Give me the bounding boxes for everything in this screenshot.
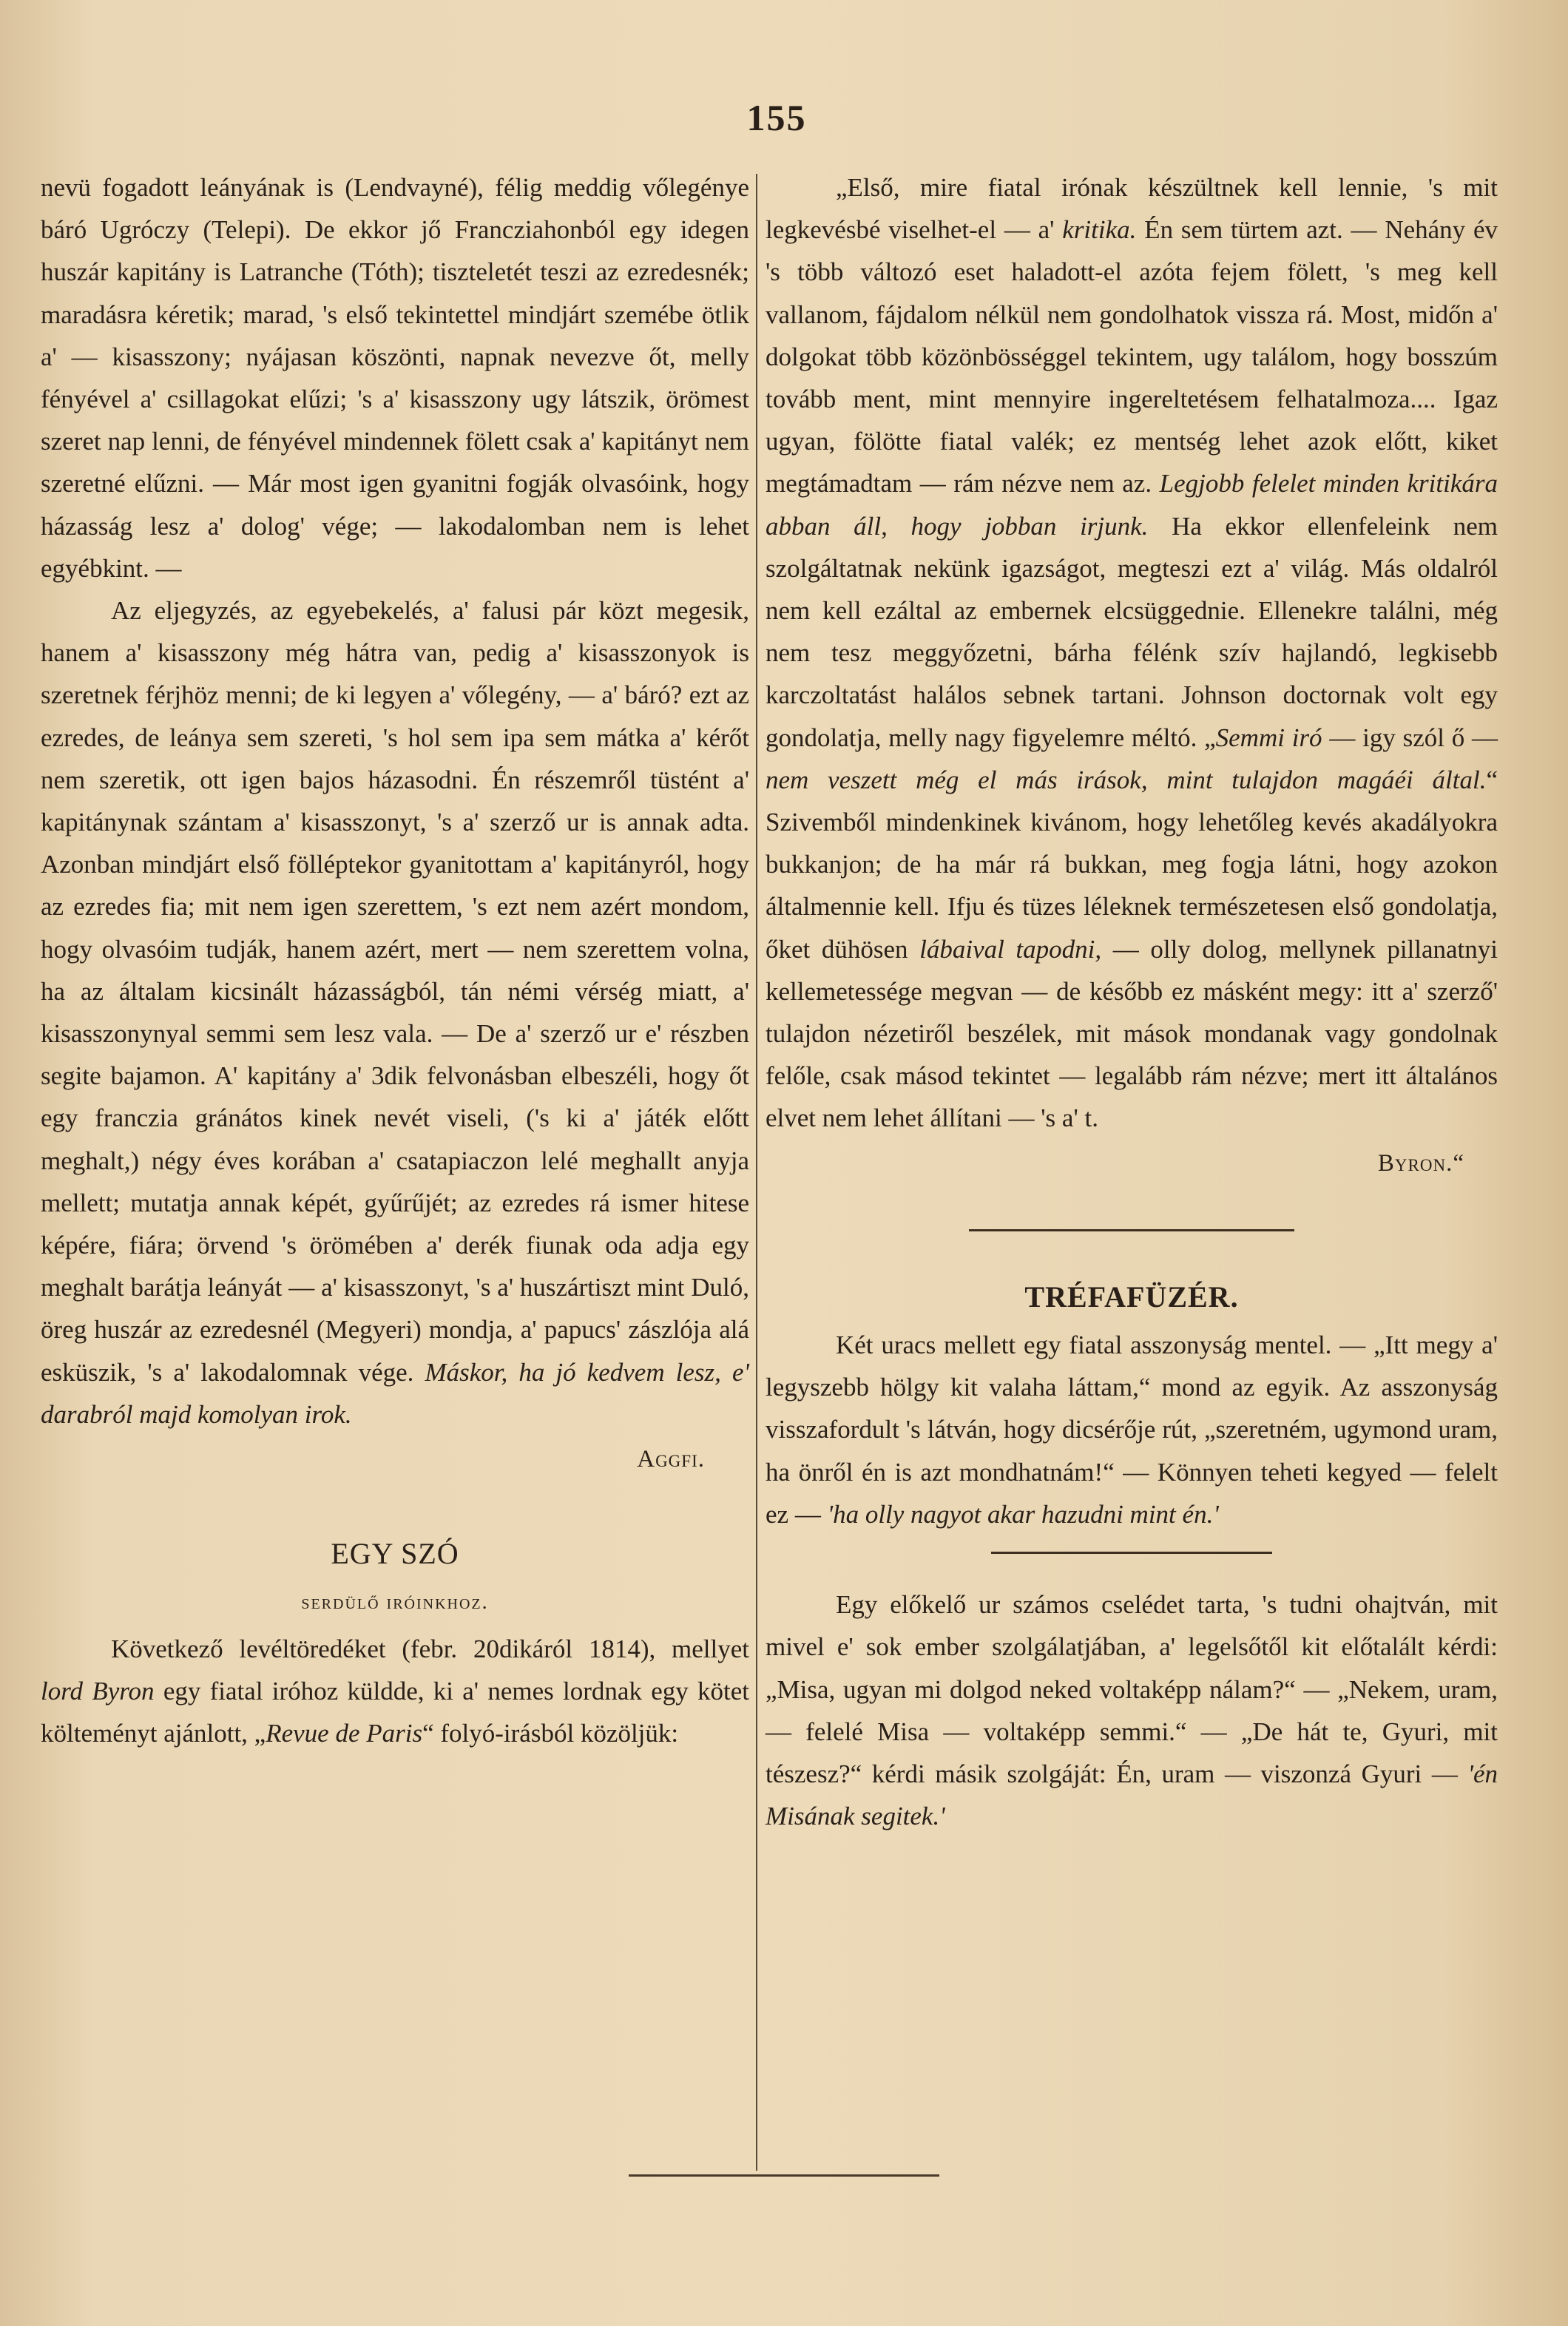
page-bottom-rule (629, 2174, 939, 2177)
signature-byron: Byron.“ (1377, 1149, 1464, 1177)
quote-text-i: “ Szivemből mindenkinek kivánom, hogy lehetőleg kevés akadályokra bukkanjon; de ha már rá bukkan, meg fogja látni, hogy azokon általmennie kell. Ifju és tüzes léleknek természetesen első gondolatja, őket dühösen (766, 765, 1498, 964)
quote-text-e: Ha ekkor ellenfeleink nem szolgáltatnak nekünk igazságot, megteszi ezt a' világ. Más oldalról nem kell ezáltal az embernek elcsüggednie. Ellenekre találni, még nem tesz meggyőzetni, bárha félénk szív hajlandó, legkisebb karczoltatást halálos sebnek tartani. Johnson doctornak volt egy gondolatja, melly nagy figyelemre méltó. „ (766, 511, 1498, 752)
intro-text-a: Következő levéltöredéket (febr. 20dikáról 1814), mellyet (111, 1634, 749, 1663)
signature-aggfi: Aggfi. (637, 1446, 705, 1473)
section-separator (969, 1229, 1294, 1231)
intro-source-italic: Revue de Paris (266, 1719, 423, 1748)
joke-1-text: Két uracs mellett egy fiatal asszonyság mentel. — „Itt megy a' legyszebb hölgy kit valaha láttam,“ mond az egyik. Az asszonyság visszafordult 's látván, hogy dicsérője rút, „szeretném, ugymond uram, ha önről én is azt mondhatnám!“ — Könnyen teheti kegyed — felelt ez — (766, 1331, 1498, 1529)
section-heading-trefafuzer: TRÉFAFÜZÉR. (1024, 1279, 1239, 1314)
joke-1 (766, 1324, 1498, 1535)
review-paragraph-2 (41, 589, 749, 1436)
quote-text-g: — igy szól ő — (1329, 723, 1498, 752)
review-paragraph-2-text: Az eljegyzés, az egyebekelés, a' falusi pár közt megesik, hanem a' kisasszony még hátra van, pedig a' kisasszonyok is szeretnek férjhöz menni; de ki legyen a' vőlegény, — a' báró? ezt az ezredes, de leánya sem szereti, 's hol sem ipa sem mátka a' kérőt nem szeretik, ott igen bajos házasodni. Én részemről tüstént a' kapitánynak szántam a' kisasszonyt, 's a' szerző ur is annak adta. Azonban mindjárt első fölléptekor gyanitottam a' kapitányról, hogy az ezredes fia; mit nem igen szerettem, 's ezt nem azért mondom, hogy olvasóim tudják, hanem azért, mert — nem szerettem volna, ha az általam kicsinált házasságból, tán némi vérség miatt, a' kisasszonynyal semmi sem lesz vala. — De a' szerző ur e' részben segite bajamon. A' kapitány a' 3dik felvonásban elbeszéli, hogy őt egy franczia gránátos kinek nevét viseli, ('s ki a' játék előtt meghalt,) négy éves korában a' csatapiaczon lelé meghallt anyja mellett; mutatja annak képét, gyűrűjét; az ezredes rá ismer hitese képére, fiára; örvend 's örömében a' derék fiunak oda adja egy meghalt barátja leányát — a' kisasszonyt, 's a' huszártiszt mint Duló, öreg huszár az ezredesnél (Megyeri) mondja, a' papucs' zászlója alá esküszik, 's a' lakodalomnak vége. (41, 596, 749, 1387)
quote-italic-tapodni: lábaival tapodni, (919, 934, 1102, 964)
page-number: 155 (746, 97, 807, 138)
quote-italic-semmi-iro: Semmi iró (1215, 723, 1322, 752)
intro-text-c: egy fiatal iróhoz küldde, ki a' nemes lordnak egy kötet költeményt ajánlott, „ (41, 1676, 750, 1748)
quote-text-c: Én sem türtem azt. — Nehány év 's több változó eset haladott-el azóta fejem fölett, 's meg kell vallanom, fájdalom nélkül nem gondolhatok vissza rá. Most, midőn a' dolgokat több közönbösséggel tekintem, ugy találom, hogy bosszúm tovább ment, mint mennyire ingereltetésem felhatalmoza.... Igaz ugyan, fölötte fiatal valék; ez mentség lehet azok előtt, kiket megtámadtam — rám nézve nem az. (766, 215, 1498, 498)
review-paragraph-1: nevü fogadott leányának is (Lendvayné), félig meddig vőlegénye báró Ugróczy (Telepi). De ekkor jő Francziahonból egy idegen huszár kapitány is Latranche (Tóth); tiszteletét teszi az ezredesnék; maradásra kéretik; marad, 's első tekintettel mindjárt szemébe ötlik a' — kisasszony; nyájasan köszönti, napnak nevezve őt, melly fényével a' csillagokat elűzi; 's a' kisasszony ugy látszik, örömest szeret nap lenni, de fényével mindennek fölett csak a' kapitányt nem szeretné elűzni. — Már most igen gyanitni fogják olvasóink, hogy házasság lesz a' dolog' vége; — lakodalomban nem is lehet egyébkint. — (41, 173, 749, 583)
joke-2-punchline: 'én Misának segitek.' (766, 1759, 1498, 1831)
quote-text-k: — olly dolog, mellynek pillanatnyi kellemetessége megvan — de később ez másként megy: itt a' szerző' tulajdon nézetiről beszélek, mit mások mondanak vagy gondolnak felőle, csak másod tekintet — legalább rám nézve; mert itt általános elvet nem lehet állítani — 's a' t. (766, 934, 1498, 1133)
right-column (766, 166, 1498, 1837)
left-column (41, 166, 749, 1754)
quote-italic-johnson: nem veszett még el más irások, mint tulajdon magáéi által. (766, 765, 1487, 794)
column-divider (756, 174, 757, 2171)
quote-italic-kritika: kritika. (1062, 215, 1137, 245)
section-subheading: serdülő iróinkhoz. (301, 1590, 489, 1614)
intro-author-italic: lord Byron (41, 1676, 155, 1705)
joke-2-text: Egy előkelő ur számos cselédet tarta, 's tudni ohajtván, mit mivel e' sok ember szolgálatjában, a' legelsőtől kit előtalált kérdi: „Misa, ugyan mi dolgod neked voltaképp nálam?“ — „Nekem, uram, — felelé Misa — voltaképp semmi.“ — „De hát te, Gyuri, mit tészesz?“ kérdi másik szolgáját: Én, uram — viszonzá Gyuri — (766, 1590, 1498, 1788)
intro-text-e: “ folyó-irásból közöljük: (422, 1719, 679, 1748)
review-closing-italic: Máskor, ha jó kedvem lesz, e' darabról majd komolyan irok. (41, 1357, 749, 1429)
joke-2 (766, 1583, 1498, 1837)
joke-1-punchline: 'ha olly nagyot akar hazudni mint én.' (827, 1499, 1219, 1529)
quote-italic-maxim: Legjobb felelet minden kritikára abban áll, hogy jobban irjunk. (766, 469, 1498, 541)
section-heading-egy-szo: EGY SZÓ (331, 1537, 459, 1571)
intro-paragraph (41, 1628, 749, 1755)
byron-quote (766, 166, 1498, 1140)
quote-text-a: „Első, mire fiatal irónak készültnek kell lennie, 's mit legkevésbé viselhet-el — a' (766, 173, 1498, 245)
